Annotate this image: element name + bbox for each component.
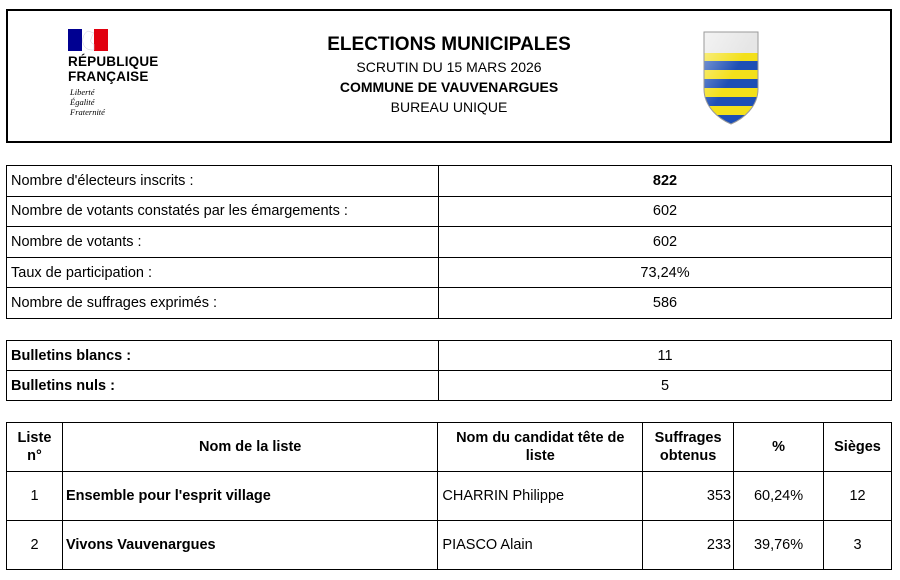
col-header-seats: Sièges — [824, 423, 892, 472]
seats-count: 12 — [824, 472, 892, 521]
votes-count: 353 — [643, 472, 734, 521]
votes-count: 233 — [643, 521, 734, 570]
logo-name-line2: FRANÇAISE — [68, 69, 149, 84]
stats-table — [6, 165, 892, 319]
stat-value: 602 — [439, 227, 892, 258]
stat-value: 822 — [439, 166, 892, 197]
motto-egalite: Égalité — [70, 97, 95, 107]
col-header-cand-line1: Nom du candidat tête de — [456, 430, 625, 446]
col-header-num-line2: n° — [27, 448, 42, 464]
page-title: ELECTIONS MUNICIPALES — [327, 34, 571, 55]
motto-liberte: Liberté — [70, 87, 95, 97]
bulletins-nuls-label: Bulletins nuls : — [7, 371, 439, 401]
table-row — [7, 257, 892, 288]
col-header-list: Nom de la liste — [62, 423, 437, 472]
candidate-name: PIASCO Alain — [438, 521, 643, 570]
list-name: Vivons Vauvenargues — [62, 521, 437, 570]
col-header-num — [7, 423, 63, 472]
votes-pct: 60,24% — [734, 472, 824, 521]
results-header-row — [7, 423, 892, 472]
header-panel — [6, 9, 892, 143]
table-row — [7, 227, 892, 258]
list-number: 2 — [7, 521, 63, 570]
motto-fraternite: Fraternité — [70, 107, 105, 117]
col-header-suf-line2: obtenus — [659, 448, 717, 464]
table-row — [7, 196, 892, 227]
col-header-cand-line2: liste — [525, 448, 555, 464]
list-number: 1 — [7, 472, 63, 521]
scrutin-date: SCRUTIN DU 15 MARS 2026 — [356, 59, 542, 75]
bulletins-nuls-value: 5 — [439, 371, 892, 401]
table-row — [7, 472, 892, 521]
results-table — [6, 422, 892, 570]
stat-value: 586 — [439, 288, 892, 319]
table-row — [7, 341, 892, 371]
list-name: Ensemble pour l'esprit village — [62, 472, 437, 521]
commune-name: COMMUNE DE VAUVENARGUES — [339, 79, 559, 95]
stat-label: Taux de participation : — [7, 257, 439, 288]
col-header-suf-line1: Suffrages — [654, 430, 722, 446]
col-header-candidate — [438, 423, 643, 472]
col-header-pct: % — [734, 423, 824, 472]
stat-label: Nombre de votants constatés par les émargements : — [7, 196, 439, 227]
logo-name-line1: RÉPUBLIQUE — [68, 54, 159, 69]
bulletins-table — [6, 340, 892, 401]
table-row — [7, 166, 892, 197]
table-row — [7, 288, 892, 319]
bulletins-blancs-value: 11 — [439, 341, 892, 371]
stat-label: Nombre d'électeurs inscrits : — [7, 166, 439, 197]
table-row — [7, 371, 892, 401]
candidate-name: CHARRIN Philippe — [438, 472, 643, 521]
stat-value: 73,24% — [439, 257, 892, 288]
col-header-num-line1: Liste — [17, 430, 52, 446]
seats-count: 3 — [824, 521, 892, 570]
stat-label: Nombre de votants : — [7, 227, 439, 258]
commune-crest-icon — [703, 31, 759, 125]
stat-label: Nombre de suffrages exprimés : — [7, 288, 439, 319]
bulletins-blancs-label: Bulletins blancs : — [7, 341, 439, 371]
bureau-name: BUREAU UNIQUE — [390, 99, 508, 115]
stat-value: 602 — [439, 196, 892, 227]
table-row — [7, 521, 892, 570]
votes-pct: 39,76% — [734, 521, 824, 570]
col-header-votes — [643, 423, 734, 472]
